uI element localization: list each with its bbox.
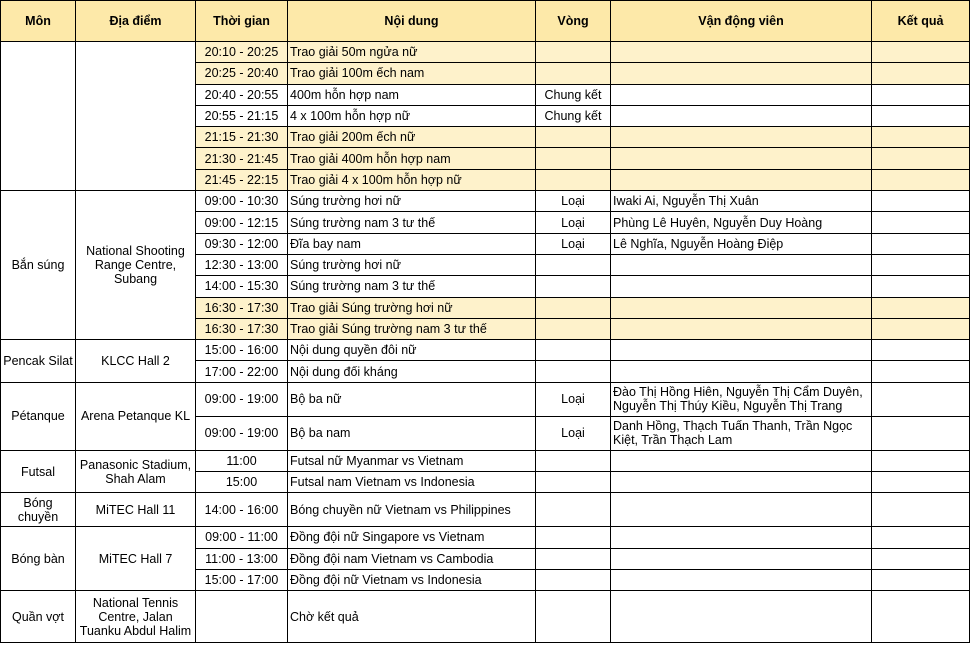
content-cell: Bộ ba nữ	[288, 382, 536, 416]
content-cell: Futsal nam Vietnam vs Indonesia	[288, 472, 536, 493]
round-cell	[536, 254, 611, 275]
venue-cell: MiTEC Hall 11	[76, 493, 196, 527]
athletes-cell: Đào Thị Hồng Hiên, Nguyễn Thị Cẩm Duyên, Nguyễn Thị Thúy Kiều, Nguyễn Thị Trang	[611, 382, 872, 416]
round-cell: Loại	[536, 382, 611, 416]
athletes-cell	[611, 591, 872, 643]
result-cell	[872, 169, 970, 190]
athletes-cell	[611, 472, 872, 493]
content-cell: Súng trường hơi nữ	[288, 191, 536, 212]
table-row	[1, 527, 970, 548]
result-cell	[872, 527, 970, 548]
time-cell: 20:10 - 20:25	[196, 42, 288, 63]
header-thoi-gian: Thời gian	[196, 1, 288, 42]
table-row	[1, 42, 970, 63]
content-cell: Đồng đội nữ Vietnam vs Indonesia	[288, 569, 536, 590]
sport-cell: Pencak Silat	[1, 340, 76, 383]
round-cell	[536, 472, 611, 493]
content-cell: Nội dung đối kháng	[288, 361, 536, 382]
time-cell: 09:00 - 19:00	[196, 416, 288, 450]
time-cell: 09:00 - 19:00	[196, 382, 288, 416]
sport-cell: Bóng chuyền	[1, 493, 76, 527]
result-cell	[872, 416, 970, 450]
round-cell	[536, 318, 611, 339]
result-cell	[872, 148, 970, 169]
athletes-cell	[611, 169, 872, 190]
table-row	[1, 191, 970, 212]
header-van-dong-vien: Vận động viên	[611, 1, 872, 42]
result-cell	[872, 548, 970, 569]
content-cell: Đồng đội nam Vietnam vs Cambodia	[288, 548, 536, 569]
result-cell	[872, 340, 970, 361]
round-cell: Loại	[536, 212, 611, 233]
content-cell: Trao giải 50m ngửa nữ	[288, 42, 536, 63]
sport-cell: Bắn súng	[1, 191, 76, 340]
header-noi-dung: Nội dung	[288, 1, 536, 42]
table-row	[1, 591, 970, 643]
venue-cell: National Shooting Range Centre, Subang	[76, 191, 196, 340]
header-ket-qua: Kết quả	[872, 1, 970, 42]
result-cell	[872, 318, 970, 339]
time-cell: 14:00 - 15:30	[196, 276, 288, 297]
round-cell	[536, 569, 611, 590]
round-cell: Loại	[536, 416, 611, 450]
result-cell	[872, 233, 970, 254]
athletes-cell	[611, 84, 872, 105]
time-cell: 21:30 - 21:45	[196, 148, 288, 169]
time-cell: 15:00	[196, 472, 288, 493]
round-cell	[536, 591, 611, 643]
result-cell	[872, 254, 970, 275]
venue-cell: KLCC Hall 2	[76, 340, 196, 383]
result-cell	[872, 42, 970, 63]
athletes-cell	[611, 42, 872, 63]
schedule-body	[1, 42, 970, 643]
time-cell: 09:00 - 11:00	[196, 527, 288, 548]
athletes-cell	[611, 340, 872, 361]
round-cell: Loại	[536, 233, 611, 254]
header-row	[1, 1, 970, 42]
athletes-cell: Iwaki Ai, Nguyễn Thị Xuân	[611, 191, 872, 212]
result-cell	[872, 276, 970, 297]
header-dia-diem: Địa điểm	[76, 1, 196, 42]
content-cell: Chờ kết quả	[288, 591, 536, 643]
content-cell: 400m hỗn hợp nam	[288, 84, 536, 105]
result-cell	[872, 472, 970, 493]
content-cell: Trao giải 200m ếch nữ	[288, 127, 536, 148]
result-cell	[872, 297, 970, 318]
athletes-cell	[611, 527, 872, 548]
table-row	[1, 450, 970, 471]
result-cell	[872, 450, 970, 471]
content-cell: Trao giải 100m ếch nam	[288, 63, 536, 84]
content-cell: Trao giải 4 x 100m hỗn hợp nữ	[288, 169, 536, 190]
round-cell	[536, 127, 611, 148]
athletes-cell	[611, 297, 872, 318]
result-cell	[872, 105, 970, 126]
time-cell: 15:00 - 17:00	[196, 569, 288, 590]
time-cell: 21:45 - 22:15	[196, 169, 288, 190]
content-cell: Futsal nữ Myanmar vs Vietnam	[288, 450, 536, 471]
athletes-cell	[611, 63, 872, 84]
header-vong: Vòng	[536, 1, 611, 42]
time-cell: 16:30 - 17:30	[196, 297, 288, 318]
sport-cell: Futsal	[1, 450, 76, 493]
time-cell: 14:00 - 16:00	[196, 493, 288, 527]
table-row	[1, 340, 970, 361]
result-cell	[872, 361, 970, 382]
round-cell	[536, 297, 611, 318]
round-cell	[536, 548, 611, 569]
content-cell: Súng trường hơi nữ	[288, 254, 536, 275]
round-cell	[536, 493, 611, 527]
time-cell: 20:25 - 20:40	[196, 63, 288, 84]
venue-cell: Panasonic Stadium, Shah Alam	[76, 450, 196, 493]
time-cell: 09:30 - 12:00	[196, 233, 288, 254]
time-cell: 17:00 - 22:00	[196, 361, 288, 382]
round-cell	[536, 42, 611, 63]
content-cell: Trao giải 400m hỗn hợp nam	[288, 148, 536, 169]
table-row	[1, 382, 970, 416]
time-cell	[196, 591, 288, 643]
result-cell	[872, 591, 970, 643]
round-cell: Chung kết	[536, 84, 611, 105]
athletes-cell	[611, 548, 872, 569]
athletes-cell	[611, 569, 872, 590]
round-cell	[536, 63, 611, 84]
time-cell: 15:00 - 16:00	[196, 340, 288, 361]
content-cell: Đồng đội nữ Singapore vs Vietnam	[288, 527, 536, 548]
time-cell: 16:30 - 17:30	[196, 318, 288, 339]
content-cell: Trao giải Súng trường nam 3 tư thế	[288, 318, 536, 339]
round-cell	[536, 361, 611, 382]
venue-cell: Arena Petanque KL	[76, 382, 196, 450]
athletes-cell: Lê Nghĩa, Nguyễn Hoàng Điệp	[611, 233, 872, 254]
time-cell: 20:55 - 21:15	[196, 105, 288, 126]
venue-cell: National Tennis Centre, Jalan Tuanku Abdul Halim	[76, 591, 196, 643]
round-cell	[536, 276, 611, 297]
content-cell: Súng trường nam 3 tư thế	[288, 276, 536, 297]
athletes-cell: Phùng Lê Huyên, Nguyễn Duy Hoàng	[611, 212, 872, 233]
athletes-cell	[611, 276, 872, 297]
round-cell	[536, 450, 611, 471]
result-cell	[872, 191, 970, 212]
sport-cell: Pétanque	[1, 382, 76, 450]
round-cell	[536, 148, 611, 169]
time-cell: 20:40 - 20:55	[196, 84, 288, 105]
time-cell: 11:00 - 13:00	[196, 548, 288, 569]
content-cell: 4 x 100m hỗn hợp nữ	[288, 105, 536, 126]
header-mon: Môn	[1, 1, 76, 42]
content-cell: Bộ ba nam	[288, 416, 536, 450]
athletes-cell: Danh Hồng, Thạch Tuấn Thanh, Trần Ngọc Kiệt, Trần Thạch Lam	[611, 416, 872, 450]
content-cell: Nội dung quyền đôi nữ	[288, 340, 536, 361]
time-cell: 09:00 - 10:30	[196, 191, 288, 212]
athletes-cell	[611, 450, 872, 471]
round-cell	[536, 340, 611, 361]
result-cell	[872, 63, 970, 84]
time-cell: 09:00 - 12:15	[196, 212, 288, 233]
athletes-cell	[611, 361, 872, 382]
athletes-cell	[611, 105, 872, 126]
result-cell	[872, 382, 970, 416]
venue-cell	[76, 42, 196, 191]
round-cell	[536, 527, 611, 548]
result-cell	[872, 569, 970, 590]
content-cell: Súng trường nam 3 tư thế	[288, 212, 536, 233]
content-cell: Đĩa bay nam	[288, 233, 536, 254]
time-cell: 12:30 - 13:00	[196, 254, 288, 275]
content-cell: Trao giải Súng trường hơi nữ	[288, 297, 536, 318]
athletes-cell	[611, 127, 872, 148]
athletes-cell	[611, 493, 872, 527]
venue-cell: MiTEC Hall 7	[76, 527, 196, 591]
result-cell	[872, 212, 970, 233]
time-cell: 21:15 - 21:30	[196, 127, 288, 148]
table-row	[1, 493, 970, 527]
athletes-cell	[611, 318, 872, 339]
athletes-cell	[611, 148, 872, 169]
round-cell	[536, 169, 611, 190]
time-cell: 11:00	[196, 450, 288, 471]
sport-cell	[1, 42, 76, 191]
result-cell	[872, 127, 970, 148]
round-cell: Chung kết	[536, 105, 611, 126]
result-cell	[872, 493, 970, 527]
result-cell	[872, 84, 970, 105]
sport-cell: Bóng bàn	[1, 527, 76, 591]
athletes-cell	[611, 254, 872, 275]
sport-cell: Quần vợt	[1, 591, 76, 643]
round-cell: Loại	[536, 191, 611, 212]
content-cell: Bóng chuyền nữ Vietnam vs Philippines	[288, 493, 536, 527]
